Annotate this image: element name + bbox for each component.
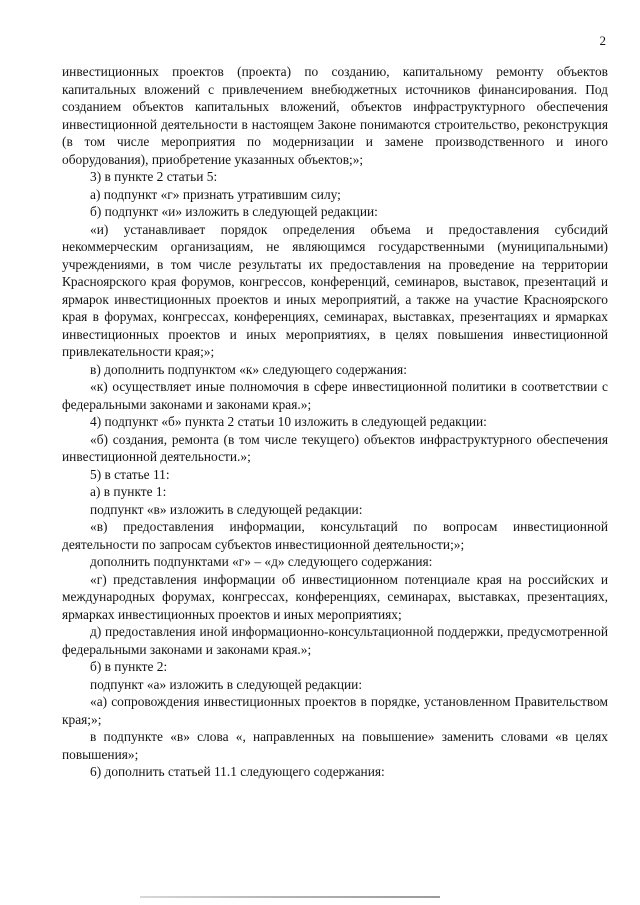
paragraph-add-g-d: дополнить подпунктами «г» – «д» следующего содержания: xyxy=(90,554,433,569)
paragraph-quoted-b: «б) создания, ремонта (в том числе текущего) объектов инфраструктурного обеспечения инвестиционной деятельности.»; xyxy=(62,431,608,464)
paragraph-quoted-i: «и) устанавливает порядок определения объема и предоставления субсидий некоммерческим организациям, не являющимся государственными (муниципальными) учреждениями, в том числе результаты их предоставления на проведение на территории Красноярского края форумов, конгрессов, конференций, семинаров, выставок, презентаций и ярмарок инвестиционных проектов и иных мероприятий, а также на участие Красноярского края в форумах, конгрессах, конференциях, семинарах, выставках, презентациях и ярмарках инвестиционных проектов и иных мероприятиях, в целях повышения инвестиционной привлекательности края;»; xyxy=(62,221,608,359)
paragraph-subitem-b: б) подпункт «и» изложить в следующей редакции: xyxy=(90,204,378,219)
paragraph-item-4: 4) подпункт «б» пункта 2 статьи 10 изложить в следующей редакции: xyxy=(90,414,487,429)
document-body xyxy=(62,63,608,781)
paragraph-subpoint-v-instruction: подпункт «в» изложить в следующей редакции: xyxy=(90,501,363,517)
paragraph-quoted-a: «а) сопровождения инвестиционных проектов в порядке, установленном Правительством края;»; xyxy=(62,694,608,727)
paragraph-quoted-g: «г) представления информации об инвестиционном потенциале края на российских и международных форумах, конгрессах, конференциях, семинарах, выставках, презентациях, ярмарках инвестиционных проектов и иных мероприятиях; xyxy=(62,571,608,622)
paragraph-subitem-v: в) дополнить подпунктом «к» следующего содержания: xyxy=(90,361,407,377)
bottom-scan-line xyxy=(140,896,440,898)
paragraph-item-6: 6) дополнить статьей 11.1 следующего содержания: xyxy=(90,764,385,779)
page-number: 2 xyxy=(599,33,606,48)
paragraph-subitem-a: а) подпункт «г» признать утратившим силу; xyxy=(90,186,341,202)
paragraph-subitem-b-point-2: б) в пункте 2: xyxy=(90,659,168,674)
paragraph-continuation: инвестиционных проектов (проекта) по созданию, капитальному ремонту объектов капитальных вложений с привлечением внебюджетных источников финансирования. Под созданием объектов капитальных вложений, объектов инфраструктурного обеспечения инвестиционной деятельности в настоящем Законе понимаются строительство, реконструкция (в том числе мероприятия по модернизации и замене производственного и иного оборудования), приобретение указанных объектов;»; xyxy=(62,64,608,167)
paragraph-subitem-a-point-1: а) в пункте 1: xyxy=(90,484,167,499)
paragraph-quoted-v: «в) предоставления информации, консультаций по вопросам инвестиционной деятельности по запросам субъектов инвестиционной деятельности;»; xyxy=(62,519,608,552)
paragraph-item-3: 3) в пункте 2 статьи 5: xyxy=(90,169,218,184)
paragraph-quoted-d: д) предоставления иной информационно-консультационной поддержки, предусмотренной федеральными законами и законами края.»; xyxy=(62,624,608,657)
paragraph-item-5: 5) в статье 11: xyxy=(90,466,170,482)
paragraph-replace-words: в подпункте «в» слова «, направленных на повышение» заменить словами «в целях повышения»; xyxy=(62,729,608,762)
paragraph-subpoint-a-instruction: подпункт «а» изложить в следующей редакции: xyxy=(90,676,363,692)
paragraph-quoted-k: «к) осуществляет иные полномочия в сфере инвестиционной политики в соответствии с федеральными законами и законами края.»; xyxy=(62,379,608,412)
